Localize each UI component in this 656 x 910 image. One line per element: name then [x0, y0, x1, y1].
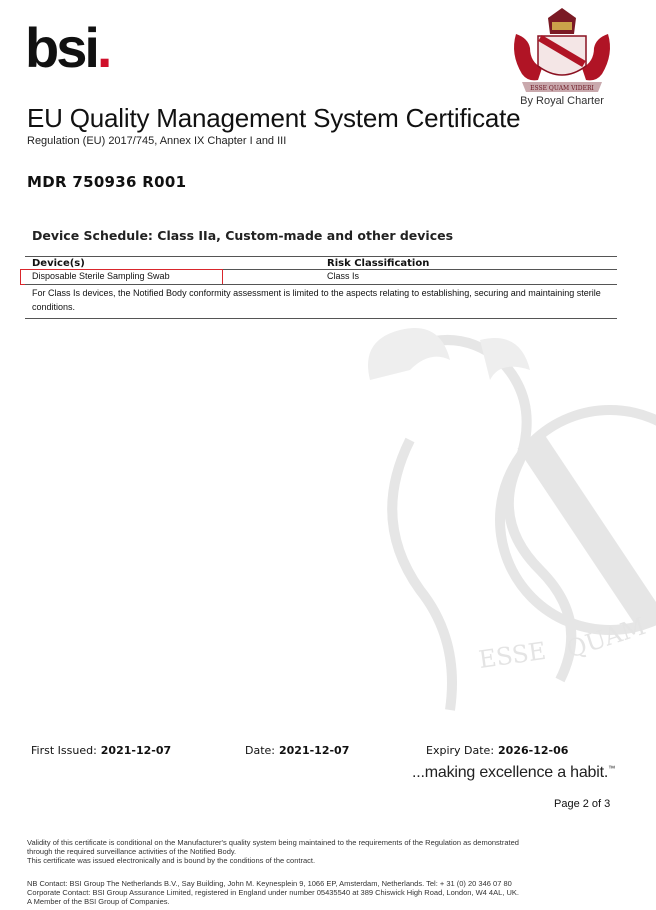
table-top-rule [25, 256, 617, 257]
svg-text:QUAM: QUAM [563, 612, 649, 664]
page-title: EU Quality Management System Certificate [27, 103, 521, 133]
svg-text:ESSE: ESSE [476, 636, 548, 674]
first-issued: First Issued: 2021-12-07 [31, 744, 172, 757]
issue-date: Date: 2021-12-07 [245, 744, 350, 757]
row-rule [25, 284, 617, 285]
page-number: Page 2 of 3 [554, 798, 611, 810]
schedule-heading: Device Schedule: Class IIa, Custom-made and other devices [32, 228, 454, 243]
column-header-risk: Risk Classification [327, 258, 430, 269]
table-row-risk: Class Is [327, 271, 360, 281]
royal-charter-label: By Royal Charter [520, 95, 604, 107]
certificate-number: MDR 750936 R001 [27, 173, 187, 191]
validity-notice: Validity of this certificate is conditional on the Manufacturer's quality system being maintained to the requirements of the Regulation as demonstrated through the required surveillance activities of the Notified Body. This certificate was issued electronically and is bound by the conditions of the contract. [27, 838, 519, 865]
crest-motto: ESSE QUAM VIDERI [530, 85, 594, 92]
expiry-date: Expiry Date: 2026-12-06 [426, 744, 569, 757]
table-bottom-rule [25, 318, 617, 319]
royal-crest-icon [508, 4, 616, 96]
class-is-note: For Class Is devices, the Notified Body conformity assessment is limited to the aspects relating to establishing, securing and maintaining sterile conditions. [32, 288, 601, 312]
lion-watermark-icon [330, 320, 656, 720]
regulation-subtitle: Regulation (EU) 2017/745, Annex IX Chapter I and III [27, 135, 287, 147]
slogan: ...making excellence a habit.™ [412, 764, 615, 781]
column-header-devices: Device(s) [32, 258, 85, 269]
table-row-device: Disposable Sterile Sampling Swab [32, 271, 170, 281]
bsi-logo: bsi. [25, 16, 110, 79]
contact-footer: NB Contact: BSI Group The Netherlands B.V., Say Building, John M. Keynesplein 9, 1066 EP, Amsterdam, Netherlands. Tel: + 31 (0) 20 346 07 80 Corporate Contact: BSI Group Assurance Limited, registered in England under number 05435540 at 389 Chiswick High Road, London, W4 4AL, UK. A Member of the BSI Group of Companies. [27, 879, 519, 906]
